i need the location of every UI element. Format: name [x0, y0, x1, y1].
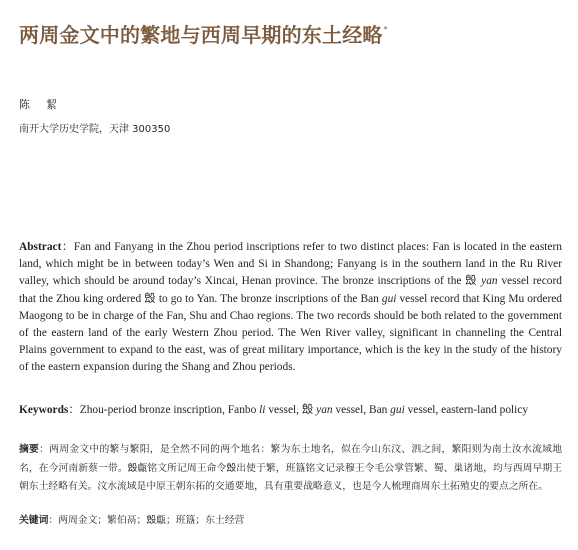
abstract-char-2: 𣪕 — [144, 292, 156, 305]
keywords-char: 𣪕 — [301, 404, 314, 416]
abstract-text-1: Fan and Fanyang in the Zhou period inscriptions refer to two distinct places: Fan is located in the eastern land, which might be in between today’s Wen and Si in Shandong; Fanyang is in the southern land in the Ru River valley, which should be around today’s Xincai, Henan province. The bronze inscriptions of the — [19, 241, 562, 288]
chinese-keywords-separator: ： — [48, 515, 59, 526]
keywords-separator: ： — [68, 404, 80, 416]
keywords-text-3: vessel, Ban — [332, 404, 391, 416]
keywords-text-2: vessel, — [265, 404, 302, 416]
chinese-abstract — [19, 441, 562, 497]
keywords-label: Keywords — [19, 404, 69, 416]
abstract-label: Abstract — [19, 241, 62, 253]
chinese-abstract-separator: ： — [39, 444, 50, 455]
abstract-text-4: vessel record that King Mu ordered Maogong to be in charge of the Fan, Shu and Chao regions. The two records should be both related to the government of the eastern land of the early Western Zhou period. The Wen River valley, significant in channeling the Central Plains government to expand to the east, was of great military importance, which is the key in the study of the history of the eastern expansion during the Shang and Zhou periods. — [19, 292, 562, 374]
abstract-text-2: vessel record that the Zhou king ordered — [19, 275, 562, 305]
keywords-italic-2: yan — [316, 404, 333, 416]
keywords-italic-3: gui — [390, 404, 405, 416]
abstract-char-1: 𣪕 — [465, 275, 478, 288]
author-name: 陈絜 — [19, 98, 73, 111]
abstract-italic-2: gui — [381, 292, 397, 305]
article-title — [19, 16, 564, 49]
chinese-keywords — [19, 512, 564, 530]
english-keywords — [19, 402, 564, 419]
abstract-separator: ： — [61, 241, 74, 253]
abstract-text-3: to go to Yan. The bronze inscriptions of the Ban — [155, 292, 382, 305]
article-title-text: 两周金文中的繁地与西周早期的东土经略 — [19, 23, 383, 47]
english-abstract — [19, 239, 562, 377]
keywords-italic-1: li — [259, 404, 266, 416]
keywords-text-4: vessel, eastern-land policy — [404, 404, 529, 416]
chinese-keywords-label: 关键词 — [19, 515, 49, 526]
keywords-text-1: Zhou-period bronze inscription, Fanbo — [79, 404, 260, 416]
author-affiliation: 南开大学历史学院，天津 300350 — [19, 124, 171, 135]
chinese-abstract-label: 摘要 — [19, 444, 40, 455]
title-footnote-marker[interactable]: * — [383, 25, 388, 34]
abstract-italic-1: yan — [481, 275, 498, 288]
chinese-keywords-text: 两周金文；繁伯鬲；𣪕甗；班簋；东土经营 — [58, 515, 245, 526]
chinese-abstract-text: 两周金文中的繁与繁阳，是全然不同的两个地名：繁为东土地名，似在今山东汶、泗之间，繁阳则为南土汝水流域地名，在今河南新蔡一带。𣪕甗铭文所记周王命令𣪕出使于繁，班簋铭文记录穆王令毛公掌管繁、蜀、巢诸地，均与西周早期王朝东土经略有关。汶水流域是中原王朝东拓的交通要地，具有重要战略意义，也是今人梳理商周东土拓殖史的要点之所在。 — [19, 444, 563, 493]
